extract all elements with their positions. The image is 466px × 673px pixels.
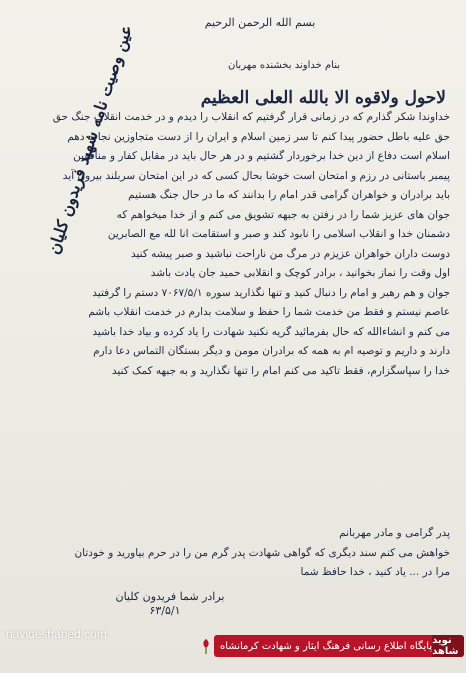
footer-text: پایگاه اطلاع رسانی فرهنگ ایثار و شهادت کرمانشاه: [220, 640, 433, 652]
body-line: دشمنان خدا و انقلاب اسلامی را نابود کند و صبر و استقامت انا لله مع الصابرین: [107, 228, 450, 240]
margin-title: عین وصیت نامه شهید فریدون کلیان: [43, 22, 137, 257]
body-line: می کنم و انشاءالله که حال بفرمائید گریه نکنید شهادت را یاد کرده و بیاد خدا باشید: [92, 325, 450, 338]
watermark: navideshahed.com: [6, 627, 107, 641]
body-line: خدا را سپاسگزارم، فقط تاکید می کنم امام را تنها نگذارید و به جبهه کمک کنید: [111, 364, 450, 377]
name-of-god-line: بنام خداوند بخشنده مهربان: [228, 60, 340, 71]
closing-line: خواهش می کنم سند دیگری که گواهی شهادت پدر گرم من را در حرم بیاورید و خودتان: [74, 546, 450, 559]
signature: برادر شما فریدون کلیان: [115, 590, 225, 603]
body-line: حق علیه باطل حضور پیدا کنم تا سر زمین اسلام و ایران را از دست متجاوزین نجات دهم: [67, 130, 450, 143]
tulip-icon: [198, 637, 214, 655]
footer-banner[interactable]: [214, 635, 464, 657]
closing-line: مرا در ... یاد کنید ، خدا حافظ شما: [300, 566, 450, 578]
body-line: جوان و هم رهبر و امام را دنبال کنید و تنها نگذارید سوره ۷۰۶۷/۵/۱ دستم را گرفتید: [92, 286, 450, 299]
body-line: پیمبر باستانی در رزم و امتحان است خوشا بحال کسی که در این امتحان سربلند بیرون آید: [62, 169, 450, 182]
body-line: باید برادران و خواهران گرامی قدر امام را بدانند که ما در حال جنگ هستیم: [128, 189, 450, 201]
body-line: عاصم نیستم و فقط من خدمت شما را حفظ و سلامت بدارم در خدمت انقلاب باشم: [88, 306, 450, 318]
body-line: دوست داران خواهران عزیزم در مرگ من ناراحت نباشید و صبر پیشه کنید: [130, 247, 450, 260]
body-line: جوان های عزیز شما را در رفتن به جبهه تشویق می کنم و از خدا میخواهم که: [116, 208, 450, 221]
body-line: اسلام است دفاع از دین خدا برخوردار گشتیم و در هر حال باید در مقابل کفار و منافقین: [73, 150, 450, 162]
letter-closing: [40, 524, 450, 583]
site-logo: نوید شاهد: [432, 635, 464, 657]
body-line: اول وقت را نماز بخوانید ، برادر کوچک و انقلابی حمید جان یادت باشد: [150, 267, 450, 279]
body-line: دارند و داریم و توصیه ام به همه که برادران مومن و دیگر بستگان التماس دعا دارم: [93, 345, 450, 357]
body-line: خداوندا شکر گذارم که در زمانی قرار گرفتیم که انقلاب را دیدم و در خدمت انقلاب جنگ حق: [52, 111, 450, 123]
invocation-line: بسم الله الرحمن الرحیم: [204, 16, 316, 29]
signature-date: ۶۳/۵/۱: [149, 604, 181, 617]
closing-line: پدر گرامی و مادر مهربانم: [339, 527, 450, 539]
letter-body: [28, 108, 450, 381]
verse-heading: لاحول ولاقوه الا بالله العلی العظیم: [200, 88, 446, 108]
